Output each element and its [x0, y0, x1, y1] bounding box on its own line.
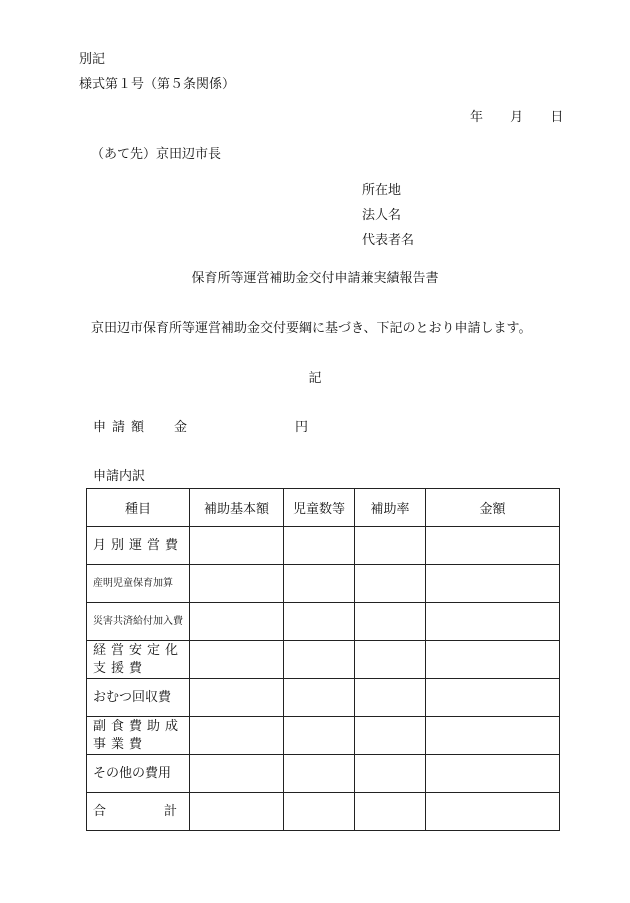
breakdown-table — [86, 488, 560, 831]
row-label: 副食費助成事業費 — [87, 717, 190, 755]
cell-base-amount[interactable] — [190, 717, 284, 755]
table-row — [87, 641, 560, 679]
cell-amount[interactable] — [426, 717, 560, 755]
date-year: 年 — [470, 110, 484, 125]
total-label — [87, 793, 190, 831]
cell-child-count[interactable] — [284, 603, 355, 641]
cell-base-amount[interactable] — [190, 603, 284, 641]
date-month: 月 — [510, 110, 524, 125]
cell-child-count[interactable] — [284, 717, 355, 755]
applicant-representative-label: 代表者名 — [362, 233, 415, 248]
cell-child-count[interactable] — [284, 755, 355, 793]
ki-heading: 記 — [308, 371, 322, 386]
cell-child-count[interactable] — [284, 679, 355, 717]
annex-note: 別記 — [79, 52, 106, 67]
total-label-left: 合 — [93, 803, 107, 819]
header-base-amount: 補助基本額 — [190, 489, 284, 527]
header-child-count: 児童数等 — [284, 489, 355, 527]
row-label: 経営安定化支援費 — [87, 641, 190, 679]
table-row — [87, 755, 560, 793]
cell-rate[interactable] — [355, 603, 426, 641]
cell-rate[interactable] — [355, 679, 426, 717]
cell-amount[interactable] — [426, 793, 560, 831]
cell-rate[interactable] — [355, 565, 426, 603]
row-label: 産明児童保育加算 — [87, 565, 190, 603]
cell-amount[interactable] — [426, 641, 560, 679]
amount-prefix: 金 — [174, 420, 188, 435]
intro-text: 京田辺市保育所等運営補助金交付要綱に基づき、下記のとおり申請します。 — [91, 321, 532, 336]
addressee: （あて先）京田辺市長 — [91, 147, 222, 162]
cell-base-amount[interactable] — [190, 679, 284, 717]
cell-rate[interactable] — [355, 793, 426, 831]
date-line — [470, 110, 563, 126]
cell-amount[interactable] — [426, 527, 560, 565]
table-row — [87, 717, 560, 755]
cell-rate[interactable] — [355, 527, 426, 565]
amount-unit: 円 — [295, 420, 309, 435]
header-amount: 金額 — [426, 489, 560, 527]
cell-child-count[interactable] — [284, 527, 355, 565]
applicant-corporation-label: 法人名 — [362, 208, 402, 223]
row-label: おむつ回収費 — [87, 679, 190, 717]
cell-base-amount[interactable] — [190, 565, 284, 603]
row-label: その他の費用 — [87, 755, 190, 793]
cell-base-amount[interactable] — [190, 527, 284, 565]
amount-label: 申請額 — [93, 420, 151, 435]
header-rate: 補助率 — [355, 489, 426, 527]
row-label: 月別運営費 — [87, 527, 190, 565]
cell-rate[interactable] — [355, 641, 426, 679]
cell-child-count[interactable] — [284, 565, 355, 603]
cell-rate[interactable] — [355, 755, 426, 793]
table-header-row — [87, 489, 560, 527]
header-item: 種目 — [87, 489, 190, 527]
table-total-row — [87, 793, 560, 831]
cell-rate[interactable] — [355, 717, 426, 755]
cell-child-count[interactable] — [284, 793, 355, 831]
table-row — [87, 527, 560, 565]
cell-amount[interactable] — [426, 679, 560, 717]
applicant-address-label: 所在地 — [362, 183, 402, 198]
cell-amount[interactable] — [426, 565, 560, 603]
cell-amount[interactable] — [426, 603, 560, 641]
date-day: 日 — [550, 110, 564, 125]
table-row — [87, 679, 560, 717]
form-number: 様式第１号（第５条関係） — [79, 77, 236, 92]
cell-child-count[interactable] — [284, 641, 355, 679]
cell-amount[interactable] — [426, 755, 560, 793]
cell-base-amount[interactable] — [190, 755, 284, 793]
table-row — [87, 603, 560, 641]
document-title: 保育所等運営補助金交付申請兼実績報告書 — [191, 271, 439, 286]
cell-base-amount[interactable] — [190, 793, 284, 831]
breakdown-label: 申請内訳 — [93, 469, 146, 484]
table-row — [87, 565, 560, 603]
row-label: 災害共済給付加入費 — [87, 603, 190, 641]
total-label-right: 計 — [163, 803, 177, 819]
cell-base-amount[interactable] — [190, 641, 284, 679]
